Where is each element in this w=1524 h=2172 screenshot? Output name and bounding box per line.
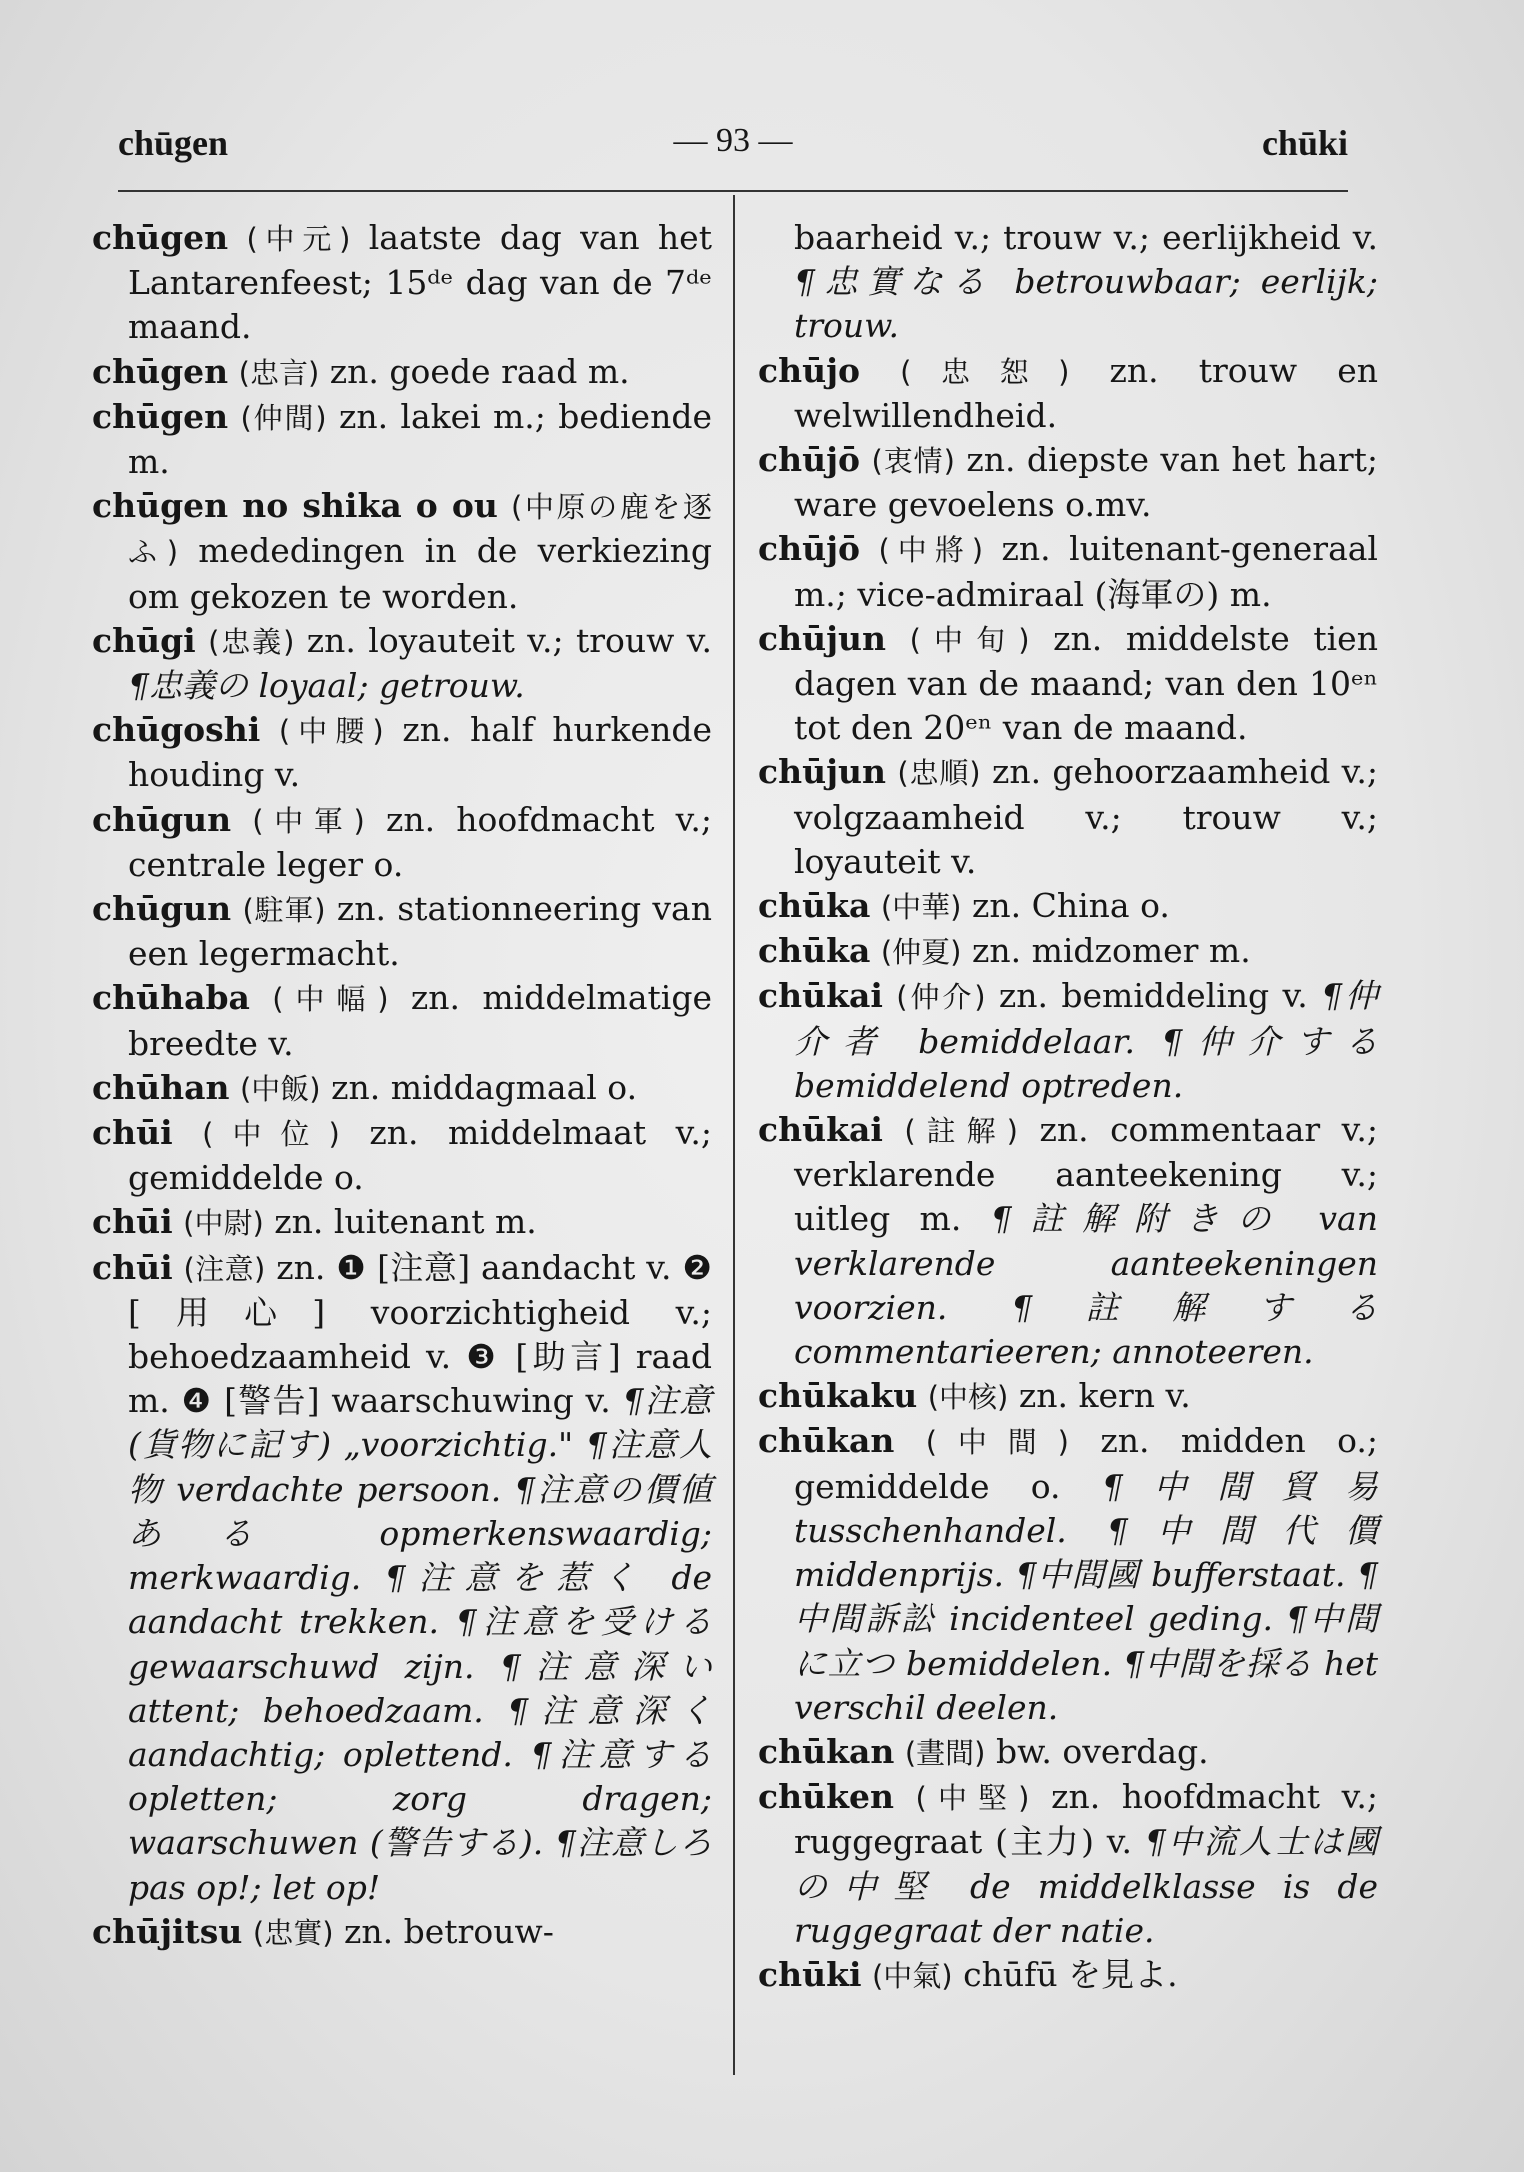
entry-definition: zn. commentaar v.; verklarende aanteekening v.; uitleg m. xyxy=(794,1110,1378,1239)
entry-kanji: (晝間) xyxy=(904,1735,986,1770)
entry-definition: baarheid v.; trouw v.; eerlijkheid v. xyxy=(794,218,1378,257)
entry-kanji: (中氣) xyxy=(871,1958,953,1993)
entry-example: ¶中流人士は國の中堅 de middelklasse is de ruggegraat der natie. xyxy=(794,1822,1378,1950)
entry-kanji: (中旬) xyxy=(909,622,1030,657)
dictionary-entry xyxy=(758,929,1378,974)
entry-kanji: (中幅) xyxy=(272,982,389,1017)
dictionary-entry xyxy=(92,619,712,708)
dictionary-entry xyxy=(758,974,1378,1108)
entry-definition: zn. middelste tien dagen van de maand; van den 10ᵉⁿ tot den 20ᵉⁿ van de maand. xyxy=(794,618,1378,748)
entry-kanji: (中原の鹿を逐ふ) xyxy=(128,490,712,570)
entry-definition: bw. overdag. xyxy=(995,1731,1209,1771)
dictionary-entry xyxy=(758,884,1378,929)
dictionary-entry xyxy=(92,1200,712,1245)
entry-definition: zn. midden o.; gemiddelde o. xyxy=(794,1421,1378,1506)
entry-definition: zn. gehoorzaamheid v.; volgzaamheid v.; trouw v.; loyauteit v. xyxy=(794,752,1378,881)
entry-headword: chūhan xyxy=(92,1067,230,1107)
entry-headword: chūki xyxy=(758,1954,862,1994)
entry-definition: zn. ❶ [注意] aandacht v. ❷ [用心] voorzichtigheid v.; behoedzaamheid v. ❸ [助言] raad m. ❹ [警告] waarschuwing v. xyxy=(128,1247,712,1421)
entry-kanji: (中腰) xyxy=(278,714,384,749)
entry-kanji: (中位) xyxy=(202,1117,340,1152)
left-column xyxy=(92,216,712,1955)
entry-kanji: (忠義) xyxy=(208,624,295,659)
entry-definition: zn. goede raad m. xyxy=(329,351,630,391)
dictionary-entry xyxy=(92,484,712,619)
dictionary-entry xyxy=(92,1910,712,1955)
entry-headword: chūjun xyxy=(758,752,887,792)
entry-headword: chūkai xyxy=(758,1110,883,1150)
entry-headword: chūi xyxy=(92,1113,173,1153)
entry-definition: zn. half hurkende houding v. xyxy=(128,710,712,795)
entry-definition: zn. betrouw- xyxy=(344,1911,554,1951)
entry-example: ¶忠義の loyaal; getrouw. xyxy=(128,666,525,706)
entry-definition: zn. middelmaat v.; gemiddelde o. xyxy=(128,1113,712,1198)
header-rule xyxy=(118,190,1348,192)
entry-headword: chūkaku xyxy=(758,1376,918,1416)
entry-definition: zn. hoofdmacht v.; centrale leger o. xyxy=(128,799,712,884)
entry-headword: chūken xyxy=(758,1777,894,1817)
entry-headword: chūhaba xyxy=(92,978,250,1018)
entry-headword: chūkai xyxy=(758,976,883,1016)
entry-definition: zn. loyauteit v.; trouw v. xyxy=(306,620,712,660)
entry-headword: chūka xyxy=(758,886,871,926)
dictionary-entry xyxy=(758,1419,1378,1729)
dictionary-entry xyxy=(92,395,712,484)
entry-headword: chūi xyxy=(92,1247,173,1287)
entry-definition: zn. luitenant m. xyxy=(274,1202,537,1242)
entry-example: ¶中間貿易 tusschenhandel. ¶中間代價 middenprijs. ¶中間國 bufferstaat. ¶中間訴訟 incidenteel geding. ¶中間に立つ bemiddelen. ¶中間を採る het verschil deelen. xyxy=(794,1466,1378,1727)
entry-kanji: (中華) xyxy=(880,890,962,925)
dictionary-entry xyxy=(758,1775,1378,1953)
entry-headword: chūgen no shika o ou xyxy=(92,486,498,526)
entry-headword: chūkan xyxy=(758,1421,895,1461)
entry-headword: chūi xyxy=(92,1202,173,1242)
dictionary-entry xyxy=(758,1374,1378,1419)
entry-headword: chūgi xyxy=(92,620,196,660)
entry-headword: chūjō xyxy=(758,529,861,569)
entry-kanji: (中將) xyxy=(878,533,984,568)
entry-kanji: (註解) xyxy=(904,1114,1018,1149)
entry-definition: zn. luitenant-generaal m.; vice-admiraal (海軍の) m. xyxy=(794,529,1378,614)
entry-kanji: (中堅) xyxy=(915,1781,1030,1816)
entry-example: ¶註解附きの van verklarende aanteekeningen voorzien. ¶註解する commentarieeren; annoteeren. xyxy=(794,1199,1378,1372)
dictionary-entry xyxy=(758,349,1378,438)
entry-example: ¶忠實なる betrouwbaar; eerlijk; trouw. xyxy=(794,262,1378,346)
page-number: — 93 — xyxy=(673,122,793,159)
entry-kanji: (中元) xyxy=(246,222,351,256)
entry-kanji: (中尉) xyxy=(183,1206,264,1241)
entry-definition: zn. trouw en welwillendheid. xyxy=(794,350,1378,435)
entry-headword: chūkan xyxy=(758,1731,895,1771)
entry-kanji: (中軍) xyxy=(252,803,365,838)
entry-headword: chūgoshi xyxy=(92,710,261,750)
entry-headword: chūjitsu xyxy=(92,1911,243,1951)
entry-definition: zn. stationneering van een legermacht. xyxy=(128,889,712,974)
entry-headword: chūjun xyxy=(758,618,887,658)
entry-definition: zn. middelmatige breedte v. xyxy=(128,978,712,1063)
dictionary-entry xyxy=(92,708,712,797)
entry-kanji: (忠言) xyxy=(238,355,320,390)
dictionary-entry xyxy=(92,216,712,350)
guide-word-right: chūki xyxy=(1261,123,1348,163)
dictionary-entry xyxy=(758,750,1378,884)
entry-kanji: (衷情) xyxy=(871,444,955,479)
dictionary-entry xyxy=(92,1246,712,1910)
entry-definition: zn. China o. xyxy=(971,886,1170,926)
dictionary-entry xyxy=(92,887,712,976)
entry-headword: chūgen xyxy=(92,351,229,391)
entry-kanji: (忠實) xyxy=(252,1915,334,1950)
entry-headword: chūgen xyxy=(92,218,229,257)
entry-definition: chūfū を見よ. xyxy=(963,1954,1178,1994)
dictionary-entry xyxy=(758,617,1378,751)
entry-definition: zn. middagmaal o. xyxy=(331,1067,638,1107)
dictionary-entry xyxy=(758,438,1378,527)
dictionary-entry xyxy=(92,1066,712,1111)
entry-definition: mededingen in de verkiezing om gekozen te worden. xyxy=(128,531,712,616)
entry-kanji: (中間) xyxy=(925,1425,1069,1460)
entry-headword: chūjo xyxy=(758,350,861,390)
running-header xyxy=(118,122,1348,182)
right-column xyxy=(758,216,1378,1998)
entry-definition: zn. lakei m.; bediende m. xyxy=(128,396,712,482)
entry-kanji: (中核) xyxy=(927,1380,1009,1415)
dictionary-entry xyxy=(92,976,712,1065)
dictionary-entry xyxy=(758,1730,1378,1775)
entry-headword: chūjō xyxy=(758,440,861,480)
entry-kanji: (仲介) xyxy=(896,980,986,1015)
entry-kanji: (仲間) xyxy=(240,400,327,435)
column-divider xyxy=(733,195,735,2075)
dictionary-entry xyxy=(92,350,712,395)
dictionary-entry xyxy=(758,1953,1378,1998)
entry-definition: zn. diepste van het hart; ware gevoelens o.mv. xyxy=(794,440,1378,525)
entry-definition: laatste dag van het Lantarenfeest; 15ᵈᵉ dag van de 7ᵈᵉ maand. xyxy=(128,218,712,347)
entry-kanji: (駐軍) xyxy=(242,893,326,928)
entry-example: ¶仲介者 bemiddelaar. ¶仲介する bemiddelend optreden. xyxy=(794,976,1378,1105)
dictionary-entry-continuation xyxy=(758,216,1378,349)
entry-headword: chūgen xyxy=(92,396,229,436)
dictionary-entry xyxy=(92,798,712,887)
entry-definition: zn. midzomer m. xyxy=(971,931,1251,971)
guide-word-left: chūgen xyxy=(118,123,229,163)
entry-definition: zn. hoofdmacht v.; ruggegraat (主力) v. xyxy=(794,1777,1378,1862)
entry-kanji: (仲夏) xyxy=(880,935,962,970)
entry-example: ¶注意(貨物に記す) „voorzichtig." ¶注意人物 verdachte persoon. ¶注意の價値ある opmerkenswaardig; merkwaardig. ¶注意を惹く de aandacht trekken. ¶注意を受ける gewaarschuwd zijn. ¶注意深い attent; behoedzaam. ¶注意深く aandachtig; oplettend. ¶注意する opletten; zorg dragen; waarschuwen (警告する). ¶注意しろ pas op!; let op! xyxy=(128,1381,713,1907)
entry-kanji: (忠恕) xyxy=(900,354,1070,389)
entry-headword: chūgun xyxy=(92,889,232,929)
dictionary-entry xyxy=(758,1108,1378,1374)
entry-headword: chūgun xyxy=(92,799,232,839)
entry-headword: chūka xyxy=(758,931,871,971)
entry-kanji: (忠順) xyxy=(897,756,981,791)
dictionary-entry xyxy=(92,1111,712,1200)
entry-definition: zn. bemiddeling v. xyxy=(998,976,1308,1016)
entry-kanji: (中飯) xyxy=(239,1071,321,1106)
entry-kanji: (注意) xyxy=(183,1251,266,1286)
dictionary-entry xyxy=(758,527,1378,616)
entry-definition: zn. kern v. xyxy=(1018,1376,1191,1416)
